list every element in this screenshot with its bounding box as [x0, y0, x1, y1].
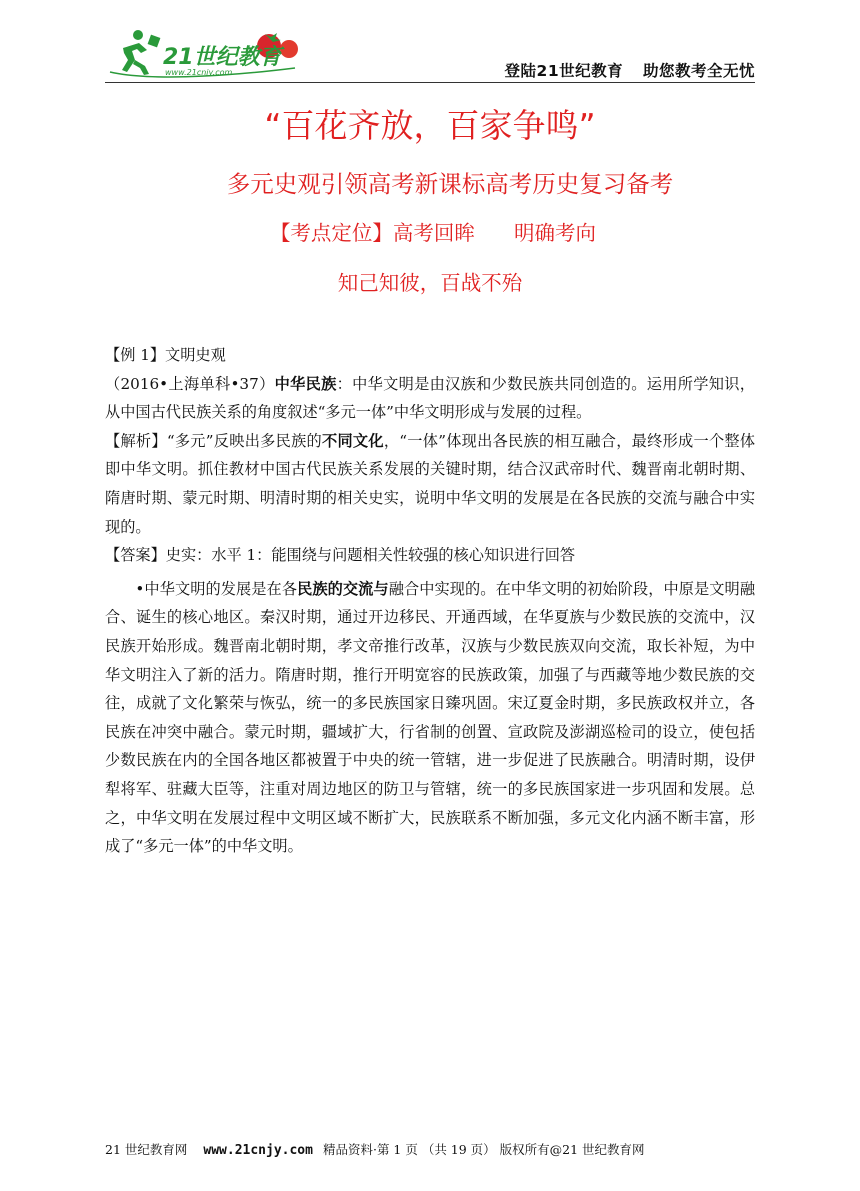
motto-title: 知己知彼，百战不殆: [337, 271, 523, 295]
question-source: （2016•上海单科•37）: [105, 374, 275, 393]
analysis-text-c: ，“一体”体现出各民族的相互融合，最终形成一个整体即中华文明。抓住教材中国古代民族关系发展的关键时期，结合汉武帝时代、魏晋南北朝时期、隋唐时期、蒙元时期、明清时期的相关史实，说明中华文明的发展是在各民族的交流与融合中实现的。: [105, 431, 756, 536]
footer-left: 21 世纪教育网: [105, 1142, 188, 1157]
header-slogan: 登陆21世纪教育 助您教考全无忧: [504, 62, 755, 80]
article-body: [105, 341, 755, 861]
header-rule: [105, 82, 755, 83]
analysis-text-a: “多元”反映出多民族的: [166, 431, 322, 450]
answer-line: 【答案】史实：水平 1：能围绕与问题相关性较强的核心知识进行回答: [105, 546, 576, 565]
main-title: “百花齐放，百家争鸣”: [264, 106, 596, 145]
answer-body: 融合中实现的。在中华文明的初始阶段，中原是文明融合、诞生的核心地区。秦汉时期，通过开边移民、开通西域，在华夏族与少数民族的交流中，汉民族开始形成。魏晋南北朝时期，孝文帝推行改革，汉族与少数民族双向交流，取长补短，为中华文明注入了新的活力。隋唐时期，推行开明宽容的民族政策，加强了与西藏等地少数民族的交往，成就了文化繁荣与恢弘，统一的多民族国家日臻巩固。宋辽夏金时期，多民族政权并立，各民族在冲突中融合。蒙元时期，疆域扩大，行省制的创置、宣政院及澎湖巡检司的设立，使包括少数民族在内的全国各地区都被置于中央的统一管辖，进一步促进了民族融合。明清时期，设伊犁将军、驻藏大臣等，注重对周边地区的防卫与管辖，统一的多民族国家进一步巩固和发展。总之，中华文明在发展过程中文明区域不断扩大，民族联系不断加强，多元文化内涵不断丰富，形成了“多元一体”的中华文明。: [105, 579, 756, 856]
question-body: ：中华文明是由汉族和少数民族共同创造的。运用所学知识，从中国古代民族关系的角度叙述“多元一体”中华文明形成与发展的过程。: [105, 374, 755, 422]
focus-title: 【考点定位】高考回眸 明确考向: [269, 221, 597, 245]
footer-right: 精品资料·第 1 页 （共 19 页） 版权所有@21 世纪教育网: [322, 1142, 645, 1157]
logo-url: www.21cnjy.com: [165, 68, 233, 77]
logo-text: 21世纪教育: [163, 45, 282, 70]
runner-icon: [122, 30, 160, 75]
analysis-paragraph: [105, 427, 755, 541]
analysis-text-bold: 不同文化: [321, 431, 384, 450]
answer-bullet: •中华文明的发展是在各: [135, 579, 298, 598]
question-topic: 中华民族: [274, 374, 337, 393]
question-paragraph: [105, 370, 755, 427]
sub-title: 多元史观引领高考新课标高考历史复习备考: [226, 170, 674, 198]
logo-21cnjy: [105, 28, 305, 78]
example-heading: 【例 1】文明史观: [105, 346, 226, 364]
page-footer: [105, 1140, 755, 1158]
answer-paragraph: [105, 575, 755, 861]
answer-bold: 民族的交流与: [297, 579, 389, 598]
analysis-label: 【解析】: [105, 431, 167, 450]
footer-site-link[interactable]: www.21cnjy.com: [203, 1143, 313, 1158]
page-header: [105, 28, 755, 84]
